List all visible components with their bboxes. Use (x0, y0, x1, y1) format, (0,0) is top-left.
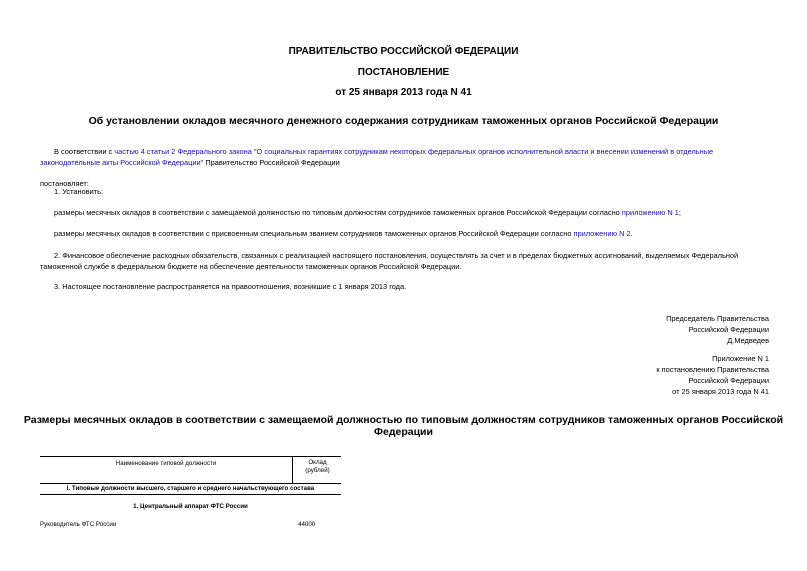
appendix-ref: к постановлению Правительства (656, 365, 769, 374)
section-heading: I. Типовые должности высшего, старшего и среднего начальствующего состава (66, 485, 315, 492)
signature-block (666, 313, 769, 346)
appendix-date: от 25 января 2013 года N 41 (672, 387, 769, 396)
table-header (40, 456, 341, 484)
preamble-suffix: Правительство Российской Федерации (203, 158, 340, 167)
column-header-position: Наименование типовой должности (40, 457, 293, 483)
signature-position: Председатель Правительства (666, 314, 769, 323)
appendix-1-link[interactable]: приложению N 1 (621, 208, 679, 217)
federal-law-link[interactable]: частью 4 статьи 2 Федерального закона "О социальных гарантиях сотрудникам некоторых федеральных органов исполнительной власти и внесении изменений в отдельные законодательные акты Российской Федерации" (40, 147, 714, 167)
decides-text: постановляет: (40, 179, 89, 188)
paragraph-1: 1. Установить: (54, 187, 104, 196)
paragraph-1a-text: размеры месячных окладов в соответствии с замещаемой должностью по типовым должностям сотрудников таможенных органов Российской Федерации согласно (54, 208, 622, 217)
paragraph-3: 3. Настоящее постановление распространяется на правоотношения, возникшие с 1 января 2013 года. (54, 282, 407, 291)
signature-country: Российской Федерации (688, 325, 769, 334)
table-row-name: Руководитель ФТС России (40, 521, 117, 528)
paragraph-1b (54, 228, 768, 239)
appendix-header (656, 353, 769, 397)
preamble-prefix: В соответствии с (54, 147, 115, 156)
paragraph-1b-end: . (630, 229, 633, 238)
paragraph-1a-end: ; (678, 208, 681, 217)
paragraph-2: 2. Финансовое обеспечение расходных обязательств, связанных с реализацией настоящего постановления, осуществлять за счет и в пределах бюджетных ассигнований, выделяемых Федеральной таможенной службе в федеральном бюджете на обеспечение деятельности таможенных органов Российской Федерации. (40, 251, 739, 271)
appendix-country: Российской Федерации (688, 376, 769, 385)
subsection-heading: 1. Центральный аппарат ФТС России (133, 503, 248, 510)
appendix-number: Приложение N 1 (712, 354, 769, 363)
appendix-2-link[interactable]: приложению N 2 (573, 229, 631, 238)
document-date: от 25 января 2013 года N 41 (335, 87, 472, 98)
paragraph-1a (54, 207, 768, 218)
table-row-salary: 44000 (298, 521, 316, 528)
section-divider (40, 494, 341, 495)
appendix-title: Размеры месячных окладов в соответствии с замещаемой должностью по типовым должностям сотрудников таможенных органов Российской Федерации (23, 414, 784, 438)
column-header-salary (294, 457, 341, 483)
government-name: ПРАВИТЕЛЬСТВО РОССИЙСКОЙ ФЕДЕРАЦИИ (288, 46, 519, 57)
column-header-salary-unit: (рублей) (305, 467, 330, 474)
document-type: ПОСТАНОВЛЕНИЕ (357, 67, 450, 78)
column-header-salary-label: Оклад (308, 459, 327, 466)
document-title: Об установлении окладов месячного денежного содержания сотрудникам таможенных органов Российской Федерации (88, 115, 719, 127)
paragraph-1b-text: размеры месячных окладов в соответствии с присвоенным специальным званием сотрудников таможенных органов Российской Федерации согласно (54, 229, 574, 238)
signature-name: Д.Медведев (727, 336, 769, 345)
preamble (40, 146, 768, 168)
